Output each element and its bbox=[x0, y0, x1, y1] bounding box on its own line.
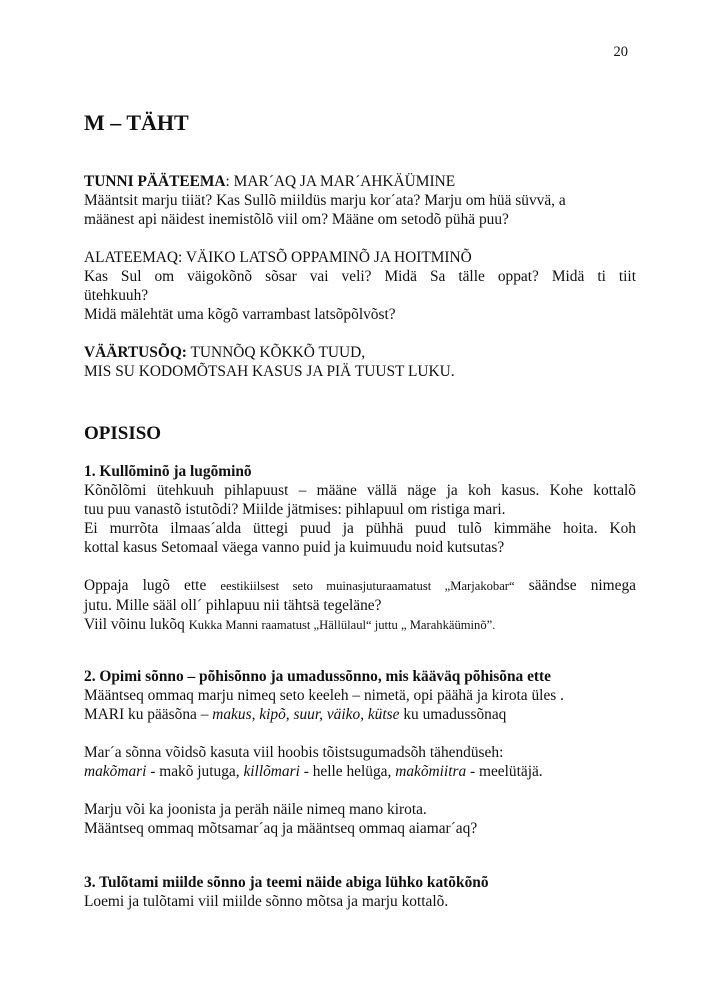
text-run: MARI ku pääsõna – bbox=[84, 706, 213, 723]
task-text-line bbox=[84, 615, 636, 635]
task-heading: 3. Tulõtami miilde sõnno ja teemi näide abiga lühko katõkõnõ bbox=[84, 874, 489, 891]
text-run: - helle helüga, bbox=[299, 763, 396, 780]
text-run: Viil võinu lukõq bbox=[84, 616, 189, 633]
term: makõmiitra bbox=[395, 763, 467, 780]
task-1 bbox=[84, 462, 636, 635]
text-run: säändse nimega bbox=[514, 577, 637, 594]
book-reference: Kukka Manni raamatust „Hällülaul“ juttu „ Marahkäüminõ”. bbox=[188, 618, 496, 632]
task-text-line: Mar´a sõnna võidsõ kasuta viil hoobis tõistsugumadsõh tähendüseh: bbox=[84, 744, 504, 761]
text-run: Oppaja lugõ ette bbox=[84, 577, 221, 594]
book-reference: eestikiilsest seto muinasjuturaamatust „Marjakobar“ bbox=[220, 579, 515, 593]
subtheme-text-line: Midä mälehtät uma kõgõ varrambast latsõpõlvõst? bbox=[84, 306, 396, 323]
task-text-line bbox=[84, 576, 636, 596]
theme-text-line: määnest api näidest inemistõlõ viil om? Määne om setodõ pühä puu? bbox=[84, 211, 509, 228]
task-heading: 2. Opimi sõnno – põhisõnno ja umadussõnno, mis kääväq põhisõna ette bbox=[84, 668, 551, 685]
task-heading: 1. Kullõminõ ja lugõminõ bbox=[84, 463, 252, 480]
theme-label: TUNNI PÄÄTEEMA bbox=[84, 173, 226, 190]
lesson-values bbox=[84, 343, 636, 381]
task-text-line: Kõnõlõmi ütehkuuh pihlapuust – määne vällä näge ja koh kasus. Kohe kottalõ bbox=[84, 482, 636, 499]
subtheme-line: ALATEEMAQ: VÄIKO LATSÕ OPPAMINÕ JA HOITMINÕ bbox=[84, 249, 472, 266]
subtheme-text-line: Kas Sul om väigokõnõ sõsar vai veli? Midä Sa tälle oppat? Midä ti tiit bbox=[84, 268, 636, 285]
theme-value: MAR´AQ JA MAR´AHKÄÜMINE bbox=[233, 173, 456, 190]
term: makõmari bbox=[84, 763, 147, 780]
task-text-line: tuu puu vanastõ istutõdi? Miilde jätmises: pihlapuul om ristiga mari. bbox=[84, 501, 506, 518]
adjective-examples: makus, kipõ, suur, väiko, kütse bbox=[212, 706, 400, 723]
theme-separator: : bbox=[225, 173, 234, 190]
task-text-line: Ei murrõta ilmaas´alda üttegi puud ja pühhä puud tulõ kimmähe hoita. Koh bbox=[84, 520, 636, 537]
values-text-line: MIS SU KODOMÕTSAH KASUS JA PIÄ TUUST LUKU. bbox=[84, 363, 455, 380]
section-title: OPISISO bbox=[84, 423, 162, 444]
text-run: - makõ jutuga, bbox=[146, 763, 244, 780]
values-label: VÄÄRTUSÕQ: bbox=[84, 344, 187, 361]
values-text: TUNNÕQ KÕKKÕ TUUD, bbox=[186, 344, 366, 361]
page-number: 20 bbox=[613, 44, 628, 60]
task-text-line bbox=[84, 762, 636, 781]
task-text-line: Loemi ja tulõtami viil miilde sõnno mõtsa ja marju kottalõ. bbox=[84, 893, 449, 910]
theme-line bbox=[84, 172, 636, 191]
task-text-line: Marju või ka joonista ja peräh näile nimeq mano kirota. bbox=[84, 801, 427, 818]
lesson-theme bbox=[84, 172, 636, 229]
lesson-subtheme bbox=[84, 248, 636, 324]
task-text-line: Määntseq ommaq mõtsamar´aq ja määntseq ommaq aiamar´aq? bbox=[84, 820, 478, 837]
task-text-line: jutu. Mille sääl oll´ pihlapuu nii tähtsä tegeläne? bbox=[84, 597, 382, 614]
subtheme-text-line: ütehkuuh? bbox=[84, 287, 149, 304]
values-line bbox=[84, 343, 636, 362]
page-title: M – TÄHT bbox=[84, 110, 189, 135]
task-text-line: Määntseq ommaq marju nimeq seto keeleh – nimetä, opi päähä ja kirota üles . bbox=[84, 687, 564, 704]
theme-text-line: Määntsit marju tiiät? Kas Sullõ miildüs marju kor´ata? Marju om hüä süvvä, a bbox=[84, 192, 566, 209]
task-3 bbox=[84, 873, 636, 911]
task-text-line: kottal kasus Setomaal väega vanno puid ja kuimuudu noid kutsutas? bbox=[84, 539, 505, 556]
text-run: - meelütäjä. bbox=[466, 763, 543, 780]
task-text-line bbox=[84, 705, 636, 724]
term: killõmari bbox=[243, 763, 300, 780]
task-2 bbox=[84, 667, 636, 838]
text-run: ku umadussõnaq bbox=[399, 706, 507, 723]
